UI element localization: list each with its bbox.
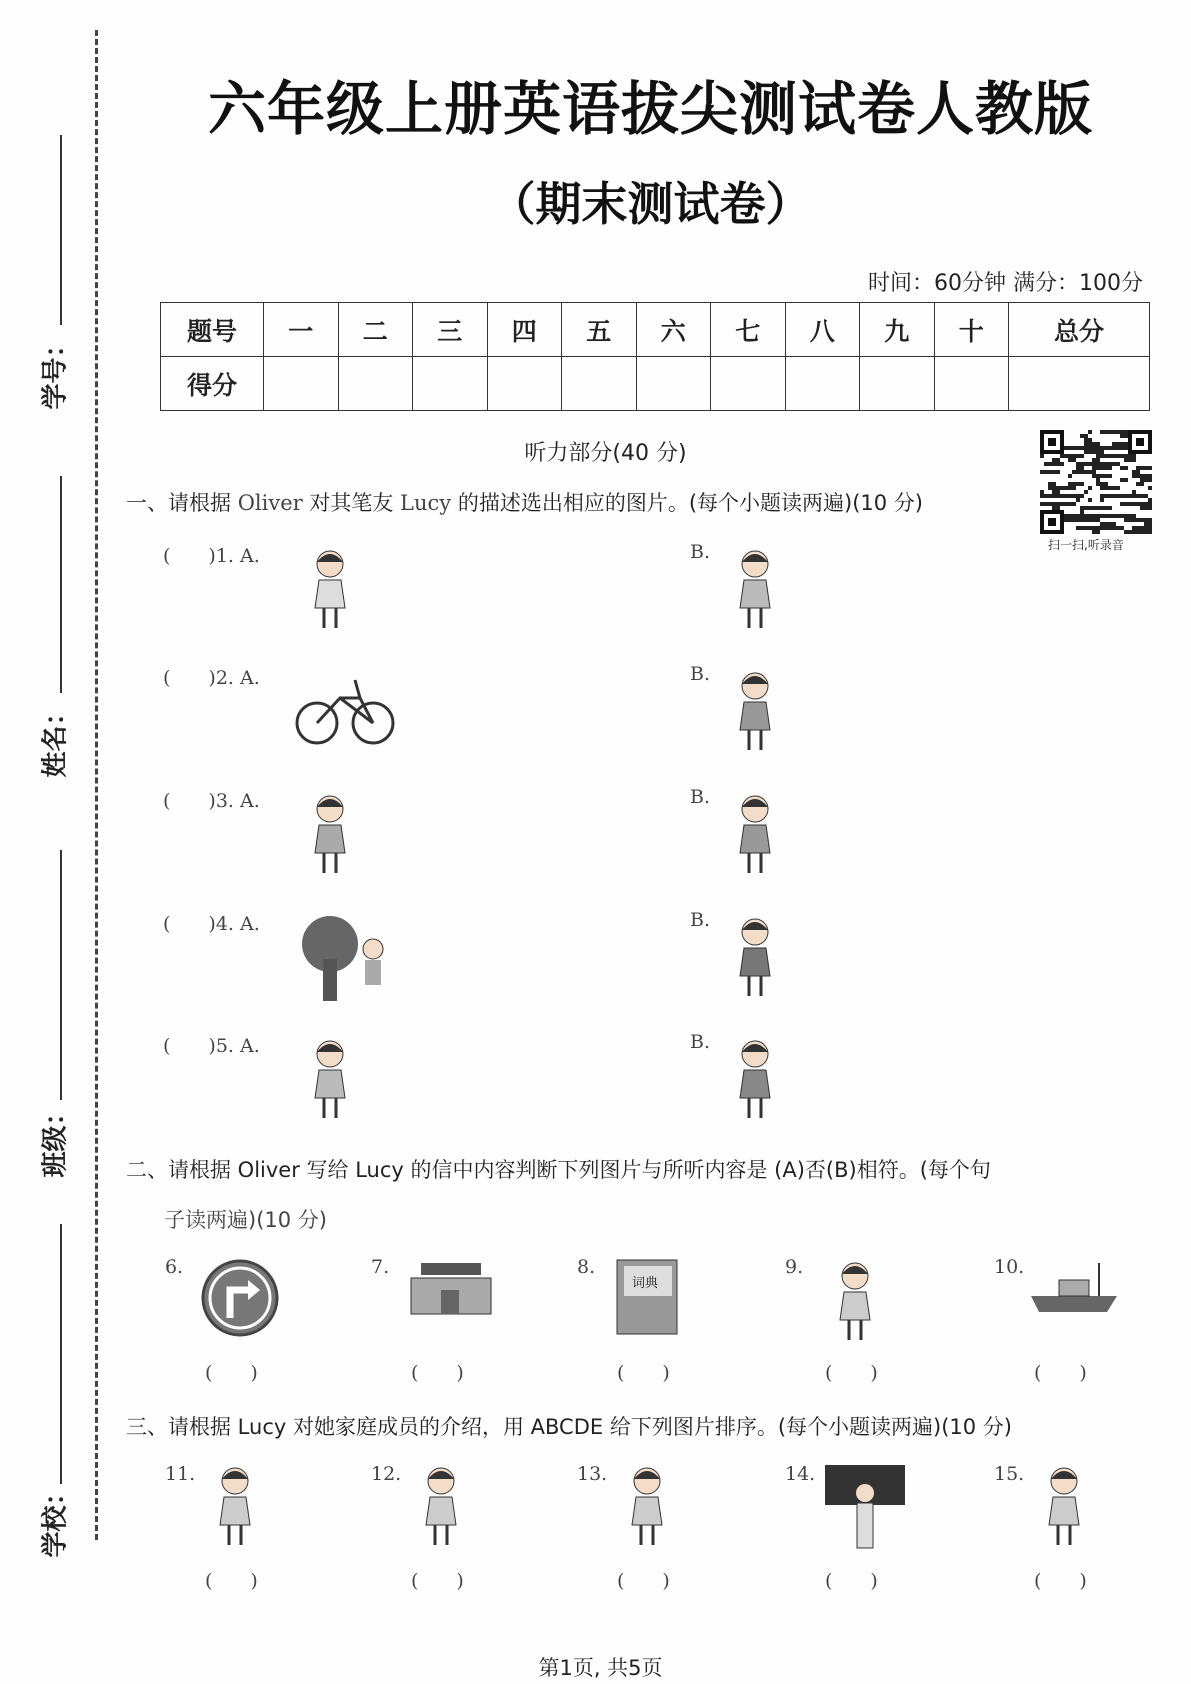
page-subtitle: （期末测试卷） xyxy=(489,177,812,231)
answer-paren[interactable]: ( ) xyxy=(1034,1362,1087,1384)
score-header-cell: 十 xyxy=(934,303,1009,357)
item-number: 14. xyxy=(785,1463,816,1485)
item-number: 9. xyxy=(785,1256,804,1278)
item-number: 10. xyxy=(994,1256,1025,1278)
question-2-answer-paren[interactable]: ( )2. A. xyxy=(163,667,260,689)
score-cell[interactable] xyxy=(264,357,339,411)
score-cell[interactable] xyxy=(934,357,1009,411)
item-number: 6. xyxy=(165,1256,184,1278)
qr-code[interactable] xyxy=(1040,430,1152,534)
section2-title-cont: 子读两遍)(10 分) xyxy=(164,1208,327,1232)
question-3-answer-paren[interactable]: ( )3. A. xyxy=(163,790,260,812)
tree-girl-picture[interactable] xyxy=(295,914,395,1008)
item-number: 8. xyxy=(577,1256,596,1278)
section1-title-part: Oliver xyxy=(237,491,303,515)
option-b-label: B. xyxy=(690,1031,711,1053)
page-footer: 第1页, 共5页 xyxy=(538,1656,663,1680)
qr-caption: 扫一扫,听录音 xyxy=(1048,538,1124,552)
page-title: 六年级上册英语拔尖测试卷人教版 xyxy=(207,75,1093,143)
girl-sad-picture[interactable] xyxy=(720,791,790,885)
score-cell[interactable] xyxy=(1009,357,1150,411)
item-number: 7. xyxy=(371,1256,390,1278)
answer-paren[interactable]: ( ) xyxy=(1034,1570,1087,1592)
turn-right-sign-picture[interactable] xyxy=(200,1258,280,1342)
name-label: 姓名： xyxy=(40,699,71,778)
boy-badminton-picture[interactable] xyxy=(820,1258,890,1352)
option-b-label: B. xyxy=(690,909,711,931)
answer-paren[interactable]: ( ) xyxy=(617,1362,670,1384)
answer-paren[interactable]: ( ) xyxy=(205,1362,258,1384)
score-cell[interactable] xyxy=(562,357,637,411)
item-number: 11. xyxy=(165,1463,196,1485)
bookstore-picture[interactable] xyxy=(406,1258,496,1322)
score-header-cell: 四 xyxy=(487,303,562,357)
name-line xyxy=(60,476,62,693)
score-header-cell: 八 xyxy=(785,303,860,357)
answer-paren[interactable]: ( ) xyxy=(617,1570,670,1592)
ship-picture[interactable] xyxy=(1029,1258,1119,1322)
section2-title: 二、请根据 Oliver 写给 Lucy 的信中内容判断下列图片与所听内容是 (A)否(B)相符。(每个句 xyxy=(126,1158,991,1182)
score-header-cell: 五 xyxy=(562,303,637,357)
police-officer-picture[interactable] xyxy=(720,914,790,1008)
school-label: 学校： xyxy=(40,1479,71,1558)
pilot-jet-picture[interactable] xyxy=(406,1463,476,1557)
student-id-label: 学号： xyxy=(40,331,71,410)
item-number: 13. xyxy=(577,1463,608,1485)
score-header-cell: 总分 xyxy=(1009,303,1150,357)
option-b-label: B. xyxy=(690,541,711,563)
book-title: 词典 xyxy=(632,1276,659,1291)
football-player-picture[interactable] xyxy=(200,1463,270,1557)
option-b-label: B. xyxy=(690,786,711,808)
teacher-blackboard-picture[interactable] xyxy=(820,1463,910,1557)
score-cell[interactable] xyxy=(785,357,860,411)
section1-title-part: 一、请根据 xyxy=(126,491,238,515)
listening-title: 听力部分(40 分) xyxy=(524,441,687,466)
girl-standing-picture[interactable] xyxy=(295,546,365,640)
winter-snow-picture[interactable] xyxy=(720,1036,790,1130)
time-info: 时间：60分钟 满分：100分 xyxy=(868,271,1143,296)
businessman-laptop-picture[interactable] xyxy=(1029,1463,1099,1557)
score-header-cell: 一 xyxy=(264,303,339,357)
section1-title-part: 对其笔友 xyxy=(302,491,401,515)
answer-paren[interactable]: ( ) xyxy=(205,1570,258,1592)
score-cell[interactable] xyxy=(487,357,562,411)
score-table xyxy=(160,302,1150,411)
answer-paren[interactable]: ( ) xyxy=(411,1570,464,1592)
binding-dashed-line xyxy=(95,30,98,1540)
school-line xyxy=(60,1224,62,1484)
answer-paren[interactable]: ( ) xyxy=(825,1362,878,1384)
score-header-cell: 六 xyxy=(636,303,711,357)
class-line xyxy=(60,850,62,1100)
dictionary-picture[interactable] xyxy=(612,1258,682,1342)
section3-title: 三、请根据 Lucy 对她家庭成员的介绍，用 ABCDE 给下列图片排序。(每个小题读两遍)(10 分) xyxy=(126,1415,1012,1439)
question-1-answer-paren[interactable]: ( )1. A. xyxy=(163,545,260,567)
section1-title xyxy=(126,487,923,517)
score-cell[interactable] xyxy=(338,357,413,411)
score-cell[interactable] xyxy=(413,357,488,411)
item-number: 15. xyxy=(994,1463,1025,1485)
question-4-answer-paren[interactable]: ( )4. A. xyxy=(163,913,260,935)
girl-waving-picture[interactable] xyxy=(720,668,790,762)
score-cell[interactable] xyxy=(860,357,935,411)
item-number: 12. xyxy=(371,1463,402,1485)
score-header-cell: 二 xyxy=(338,303,413,357)
question-5-answer-paren[interactable]: ( )5. A. xyxy=(163,1035,260,1057)
sunny-girl-picture[interactable] xyxy=(295,1036,365,1130)
score-header-cell: 题号 xyxy=(161,303,264,357)
score-cell[interactable] xyxy=(636,357,711,411)
girl-reading-picture[interactable] xyxy=(720,546,790,640)
option-b-label: B. xyxy=(690,663,711,685)
answer-paren[interactable]: ( ) xyxy=(411,1362,464,1384)
score-row-label: 得分 xyxy=(161,357,264,411)
answer-paren[interactable]: ( ) xyxy=(825,1570,878,1592)
score-header-cell: 七 xyxy=(711,303,786,357)
class-label: 班级： xyxy=(40,1099,71,1178)
section1-title-part: 的描述选出相应的图片。(每个小题读两遍)(10 分) xyxy=(451,491,923,515)
worker-picture[interactable] xyxy=(612,1463,682,1557)
bicycle-picture[interactable] xyxy=(295,668,395,752)
section1-title-part: Lucy xyxy=(400,491,452,515)
score-header-cell: 三 xyxy=(413,303,488,357)
girl-hearts-picture[interactable] xyxy=(295,791,365,885)
score-header-cell: 九 xyxy=(860,303,935,357)
score-cell[interactable] xyxy=(711,357,786,411)
